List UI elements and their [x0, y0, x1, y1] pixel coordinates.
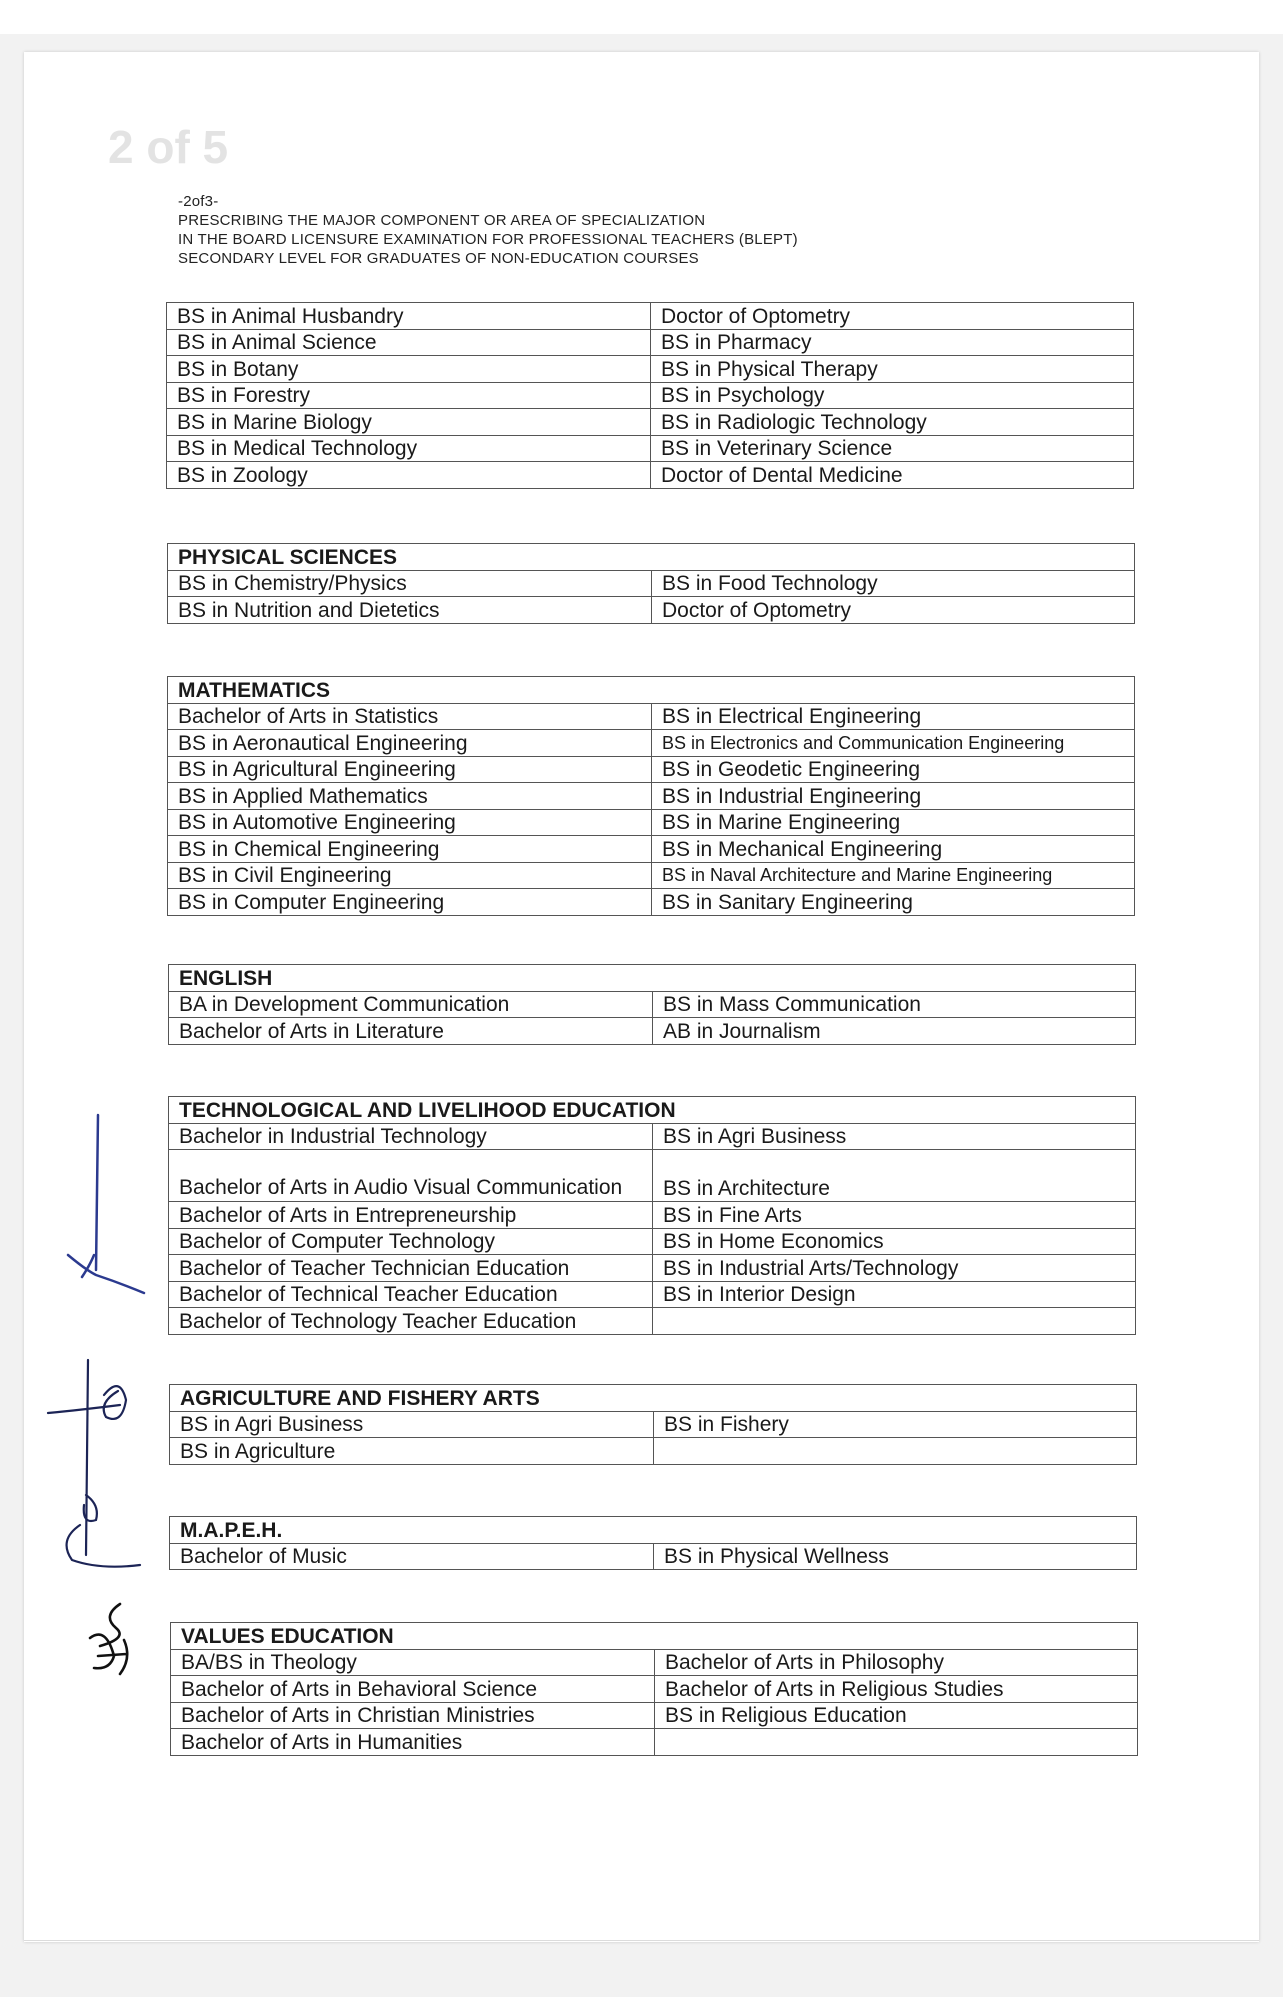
initials-mark: [80, 1598, 140, 1678]
course-cell: BS in Chemistry/Physics: [168, 570, 652, 597]
table-row: [168, 570, 1135, 597]
course-cell: BS in Naval Architecture and Marine Engineering: [652, 862, 1135, 889]
section-title-row: [168, 544, 1135, 571]
course-cell: BS in Marine Biology: [167, 409, 651, 436]
table-row: [168, 783, 1135, 810]
section-title-row: [171, 1623, 1138, 1650]
course-cell: BS in Civil Engineering: [168, 862, 652, 889]
section-title: VALUES EDUCATION: [171, 1623, 1138, 1650]
course-cell: BS in Agricultural Engineering: [168, 756, 652, 783]
section-title: AGRICULTURE AND FISHERY ARTS: [170, 1385, 1137, 1412]
page-bottom-edge: [24, 1940, 1259, 1941]
course-cell: [653, 1308, 1136, 1335]
course-cell: AB in Journalism: [653, 1018, 1136, 1045]
course-cell: Bachelor of Arts in Humanities: [171, 1729, 655, 1756]
section-title: M.A.P.E.H.: [170, 1517, 1137, 1544]
course-cell: Bachelor of Arts in Behavioral Science: [171, 1676, 655, 1703]
course-cell: BS in Mass Communication: [653, 991, 1136, 1018]
english-table: [168, 964, 1136, 1045]
course-cell: BA in Development Communication: [169, 991, 653, 1018]
signature-mark-2: [40, 1355, 150, 1575]
course-cell: [654, 1438, 1137, 1465]
course-cell: BS in Agri Business: [653, 1123, 1136, 1150]
section-title: MATHEMATICS: [168, 677, 1135, 704]
table-row: [171, 1702, 1138, 1729]
signature-mark-1: [60, 1105, 160, 1305]
course-cell: BS in Chemical Engineering: [168, 836, 652, 863]
table-row: [169, 1123, 1136, 1150]
course-cell: Bachelor of Computer Technology: [169, 1228, 653, 1255]
header-line-2: IN THE BOARD LICENSURE EXAMINATION FOR PROFESSIONAL TEACHERS (BLEPT): [178, 231, 798, 248]
table-row: [170, 1438, 1137, 1465]
course-cell: BS in Agri Business: [170, 1411, 654, 1438]
table-row: [167, 462, 1134, 489]
table-row: [168, 862, 1135, 889]
course-cell: BS in Nutrition and Dietetics: [168, 597, 652, 624]
course-cell: Bachelor in Industrial Technology: [169, 1123, 653, 1150]
table-row: [168, 756, 1135, 783]
course-cell: BS in Applied Mathematics: [168, 783, 652, 810]
course-cell: BA/BS in Theology: [171, 1649, 655, 1676]
table-row: [167, 303, 1134, 330]
section-title-row: [169, 965, 1136, 992]
agriculture-fishery-table: [169, 1384, 1137, 1465]
table-row: [170, 1543, 1137, 1570]
tle-table: [168, 1096, 1136, 1335]
course-cell: Bachelor of Arts in Religious Studies: [655, 1676, 1138, 1703]
biological-sciences-table: [166, 302, 1134, 489]
table-row: [169, 1308, 1136, 1335]
course-cell: Bachelor of Arts in Philosophy: [655, 1649, 1138, 1676]
course-cell: BS in Physical Wellness: [654, 1543, 1137, 1570]
course-cell: BS in Industrial Arts/Technology: [653, 1255, 1136, 1282]
course-cell: BS in Pharmacy: [651, 329, 1134, 356]
table-row: [169, 991, 1136, 1018]
course-cell: BS in Animal Husbandry: [167, 303, 651, 330]
table-row: [168, 836, 1135, 863]
mathematics-table: [167, 676, 1135, 916]
course-cell: BS in Computer Engineering: [168, 889, 652, 916]
table-row: [169, 1202, 1136, 1229]
physical-sciences-table: [167, 543, 1135, 624]
table-row: [168, 809, 1135, 836]
header-line-1: PRESCRIBING THE MAJOR COMPONENT OR AREA OF SPECIALIZATION: [178, 212, 706, 229]
table-row: [167, 382, 1134, 409]
table-row: [167, 329, 1134, 356]
course-cell: BS in Architecture: [653, 1150, 1136, 1202]
course-cell: BS in Physical Therapy: [651, 356, 1134, 383]
document-header: [178, 192, 798, 268]
course-cell: BS in Aeronautical Engineering: [168, 730, 652, 757]
table-row: [168, 703, 1135, 730]
table-row: [171, 1649, 1138, 1676]
course-cell: BS in Zoology: [167, 462, 651, 489]
table-row: [167, 356, 1134, 383]
course-cell: Bachelor of Arts in Audio Visual Communication: [169, 1150, 653, 1202]
section-title: TECHNOLOGICAL AND LIVELIHOOD EDUCATION: [169, 1097, 1136, 1124]
course-cell: BS in Sanitary Engineering: [652, 889, 1135, 916]
section-title: ENGLISH: [169, 965, 1136, 992]
course-cell: BS in Veterinary Science: [651, 435, 1134, 462]
course-cell: Bachelor of Arts in Statistics: [168, 703, 652, 730]
table-row: [169, 1281, 1136, 1308]
table-row: [168, 597, 1135, 624]
course-cell: BS in Food Technology: [652, 570, 1135, 597]
table-row: [169, 1018, 1136, 1045]
header-line-3: SECONDARY LEVEL FOR GRADUATES OF NON-EDUCATION COURSES: [178, 250, 699, 267]
course-cell: Doctor of Optometry: [651, 303, 1134, 330]
course-cell: Doctor of Optometry: [652, 597, 1135, 624]
page-reference: -2of3-: [178, 193, 219, 210]
course-cell: BS in Religious Education: [655, 1702, 1138, 1729]
course-cell: BS in Home Economics: [653, 1228, 1136, 1255]
course-cell: BS in Forestry: [167, 382, 651, 409]
course-cell: BS in Fishery: [654, 1411, 1137, 1438]
course-cell: BS in Psychology: [651, 382, 1134, 409]
section-title: PHYSICAL SCIENCES: [168, 544, 1135, 571]
course-cell: BS in Animal Science: [167, 329, 651, 356]
table-row: [169, 1150, 1136, 1202]
course-cell: BS in Geodetic Engineering: [652, 756, 1135, 783]
course-cell: Bachelor of Arts in Entrepreneurship: [169, 1202, 653, 1229]
table-row: [167, 409, 1134, 436]
section-title-row: [170, 1385, 1137, 1412]
course-cell: BS in Agriculture: [170, 1438, 654, 1465]
course-cell: BS in Electronics and Communication Engineering: [652, 730, 1135, 757]
mapeh-table: [169, 1516, 1137, 1570]
course-cell: BS in Automotive Engineering: [168, 809, 652, 836]
course-cell: BS in Interior Design: [653, 1281, 1136, 1308]
page-indicator: 2 of 5: [108, 121, 229, 173]
table-row: [168, 730, 1135, 757]
table-row: [167, 435, 1134, 462]
course-cell: Bachelor of Teacher Technician Education: [169, 1255, 653, 1282]
course-cell: BS in Medical Technology: [167, 435, 651, 462]
table-row: [171, 1676, 1138, 1703]
course-cell: BS in Marine Engineering: [652, 809, 1135, 836]
course-cell: Doctor of Dental Medicine: [651, 462, 1134, 489]
table-row: [168, 889, 1135, 916]
course-cell: Bachelor of Technology Teacher Education: [169, 1308, 653, 1335]
course-cell: Bachelor of Music: [170, 1543, 654, 1570]
course-cell: BS in Electrical Engineering: [652, 703, 1135, 730]
top-strip: [0, 0, 1283, 34]
course-cell: BS in Mechanical Engineering: [652, 836, 1135, 863]
course-cell: BS in Industrial Engineering: [652, 783, 1135, 810]
section-title-row: [168, 677, 1135, 704]
course-cell: BS in Fine Arts: [653, 1202, 1136, 1229]
course-cell: Bachelor of Arts in Christian Ministries: [171, 1702, 655, 1729]
section-title-row: [169, 1097, 1136, 1124]
table-row: [170, 1411, 1137, 1438]
values-education-table: [170, 1622, 1138, 1756]
table-row: [169, 1255, 1136, 1282]
course-cell: BS in Radiologic Technology: [651, 409, 1134, 436]
table-row: [169, 1228, 1136, 1255]
table-row: [171, 1729, 1138, 1756]
course-cell: Bachelor of Technical Teacher Education: [169, 1281, 653, 1308]
course-cell: Bachelor of Arts in Literature: [169, 1018, 653, 1045]
course-cell: BS in Botany: [167, 356, 651, 383]
course-cell: [655, 1729, 1138, 1756]
section-title-row: [170, 1517, 1137, 1544]
